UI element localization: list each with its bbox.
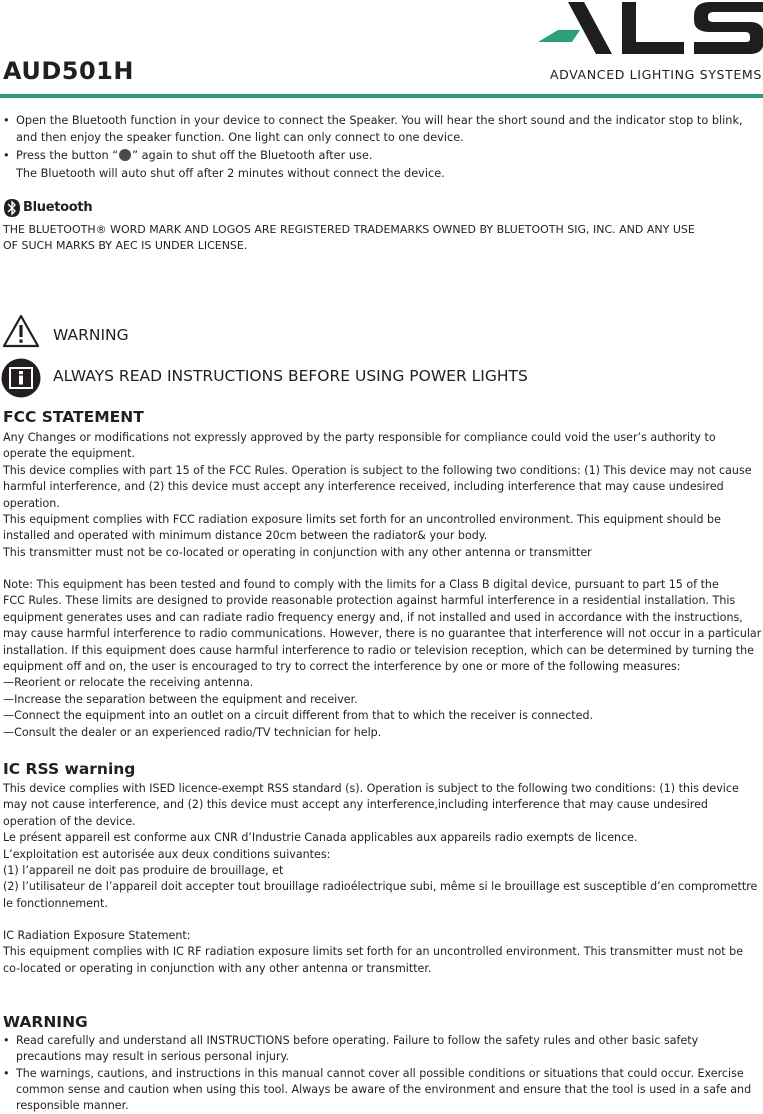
- fcc-note-line: —Connect the equipment into an outlet on a circuit different from that to which the receiver is connected.: [3, 709, 594, 723]
- ic-heading: IC RSS warning: [3, 760, 136, 778]
- warning-bullet-2-line-3: responsible manner.: [16, 1099, 129, 1112]
- ic-line: Le présent appareil est conforme aux CNR d’Industrie Canada applicables aux appareils radio exempts de licence.: [3, 831, 638, 845]
- fcc-note-line: —Increase the separation between the equipment and receiver.: [3, 692, 358, 706]
- fcc-note-line: installation. If this equipment does cause harmful interference to radio or television reception, which can be determined by turning the: [3, 643, 755, 657]
- als-logo-graphic: [538, 2, 763, 56]
- ic-radiation-line: This equipment complies with IC RF radiation exposure limits set forth for an uncontrolled environment. This transmitter must not be: [3, 945, 744, 959]
- ic-body: [3, 781, 757, 912]
- ic-radiation-line: IC Radiation Exposure Statement:: [3, 929, 191, 942]
- bullet: •: [3, 1034, 10, 1047]
- warning-banner-title: WARNING: [53, 326, 129, 344]
- fcc-note-line: —Reorient or relocate the receiving antenna.: [3, 676, 254, 690]
- bullet: •: [3, 114, 10, 127]
- ic-line: L’exploitation est autorisée aux deux conditions suivantes:: [3, 847, 331, 861]
- company-name: ADVANCED LIGHTING SYSTEMS: [549, 67, 762, 82]
- fcc-note-line: equipment generates uses and can radiate radio frequency energy and, if not installed and used in accordance with the instructions,: [3, 610, 743, 624]
- fcc-line: installed and operated with minimum distance 20cm between the radiator& your body.: [3, 529, 488, 543]
- fcc-note: [3, 577, 761, 741]
- ic-line: le fonctionnement.: [3, 896, 108, 910]
- ic-line: This device complies with ISED licence-exempt RSS standard (s). Operation is subject to the following two conditions: (1) this device: [3, 782, 739, 795]
- fcc-line: operate the equipment.: [3, 447, 136, 461]
- ic-line: (2) l’utilisateur de l’appareil doit accepter tout brouillage radioélectrique subi, même si le brouillage est susceptible d’en compromettre: [3, 880, 758, 894]
- trademark-line-1: THE BLUETOOTH® WORD MARK AND LOGOS ARE REGISTERED TRADEMARKS OWNED BY BLUETOOTH SIG, INC. AND ANY USE: [3, 223, 695, 236]
- bullet: •: [3, 1067, 10, 1080]
- ic-line: (1) l’appareil ne doit pas produire de brouillage, et: [3, 864, 284, 878]
- warning-bullet-1-line-2: precautions may result in serious personal injury.: [16, 1050, 290, 1063]
- bluetooth-button-icon: [119, 149, 131, 161]
- fcc-line: Any Changes or modifications not expressly approved by the party responsible for compliance could void the user’s authority to: [3, 431, 716, 444]
- warning-bullet-2-line-1: • The warnings, cautions, and instructions in this manual cannot cover all possible conditions or situations that could occur. Exercise: [3, 1066, 744, 1082]
- fcc-note-line: may cause harmful interference to radio communications. However, there is no guarantee that interference will not occur in a particular: [3, 627, 762, 641]
- warning-triangle-icon: [2, 314, 40, 348]
- warning-bullet-2-line-2: common sense and caution when using this tool. Always be aware of the environment and ensure that the tool is used in a safe and: [16, 1083, 752, 1096]
- bluetooth-wordmark: Bluetooth: [23, 200, 93, 215]
- als-logo: [538, 2, 763, 56]
- fcc-note-line: FCC Rules. These limits are designed to provide reasonable protection against harmful interference in a residential installation. This: [3, 594, 736, 608]
- bullet: •: [3, 149, 10, 162]
- warning-bullet-1-line-1: • Read carefully and understand all INSTRUCTIONS before operating. Failure to follow the safety rules and other basic safety: [3, 1033, 698, 1049]
- fcc-heading: FCC STATEMENT: [3, 408, 144, 426]
- fcc-line: operation.: [3, 496, 60, 510]
- trademark-line-2: OF SUCH MARKS BY AEC IS UNDER LICENSE.: [3, 239, 248, 252]
- header-divider: [0, 94, 763, 98]
- ic-line: may not cause interference, and (2) this device must accept any interference,including interference that may cause undesired: [3, 798, 708, 812]
- ic-line: operation of the device.: [3, 814, 136, 828]
- fcc-note-line: Note: This equipment has been tested and found to comply with the limits for a Class B digital device, pursuant to part 15 of the: [3, 578, 719, 591]
- bt-usage-line-3: • Press the button “ ” again to shut off the Bluetooth after use.: [3, 148, 372, 164]
- fcc-line: This device complies with part 15 of the FCC Rules. Operation is subject to the following two conditions: (1) This device may not cause: [3, 463, 752, 477]
- bt-usage-line-2: and then enjoy the speaker function. One light can only connect to one device.: [16, 131, 464, 144]
- bt-usage-line-4: The Bluetooth will auto shut off after 2 minutes without connect the device.: [16, 167, 445, 180]
- fcc-line: harmful interference, and (2) this device must accept any interference received, including interference that may cause undesired: [3, 480, 724, 494]
- bluetooth-logo: [3, 198, 93, 218]
- read-manual-icon: [1, 358, 41, 398]
- fcc-body: [3, 430, 752, 561]
- model-number: AUD501H: [3, 57, 134, 85]
- read-instructions-title: ALWAYS READ INSTRUCTIONS BEFORE USING POWER LIGHTS: [53, 367, 528, 385]
- fcc-line: This equipment complies with FCC radiation exposure limits set forth for an uncontrolled environment. This equipment should be: [3, 513, 721, 527]
- fcc-note-line: —Consult the dealer or an experienced radio/TV technician for help.: [3, 725, 382, 739]
- ic-radiation-line: co-located or operating in conjunction with any other antenna or transmitter.: [3, 961, 432, 975]
- warning-heading: WARNING: [3, 1013, 88, 1031]
- fcc-note-line: equipment off and on, the user is encouraged to try to correct the interference by one or more of the following measures:: [3, 660, 681, 674]
- bt-usage-line-1: • Open the Bluetooth function in your device to connect the Speaker. You will hear the short sound and the indicator stop to blink,: [3, 113, 743, 129]
- fcc-line: This transmitter must not be co-located or operating in conjunction with any other antenna or transmitter: [3, 545, 592, 559]
- ic-radiation: [3, 928, 743, 977]
